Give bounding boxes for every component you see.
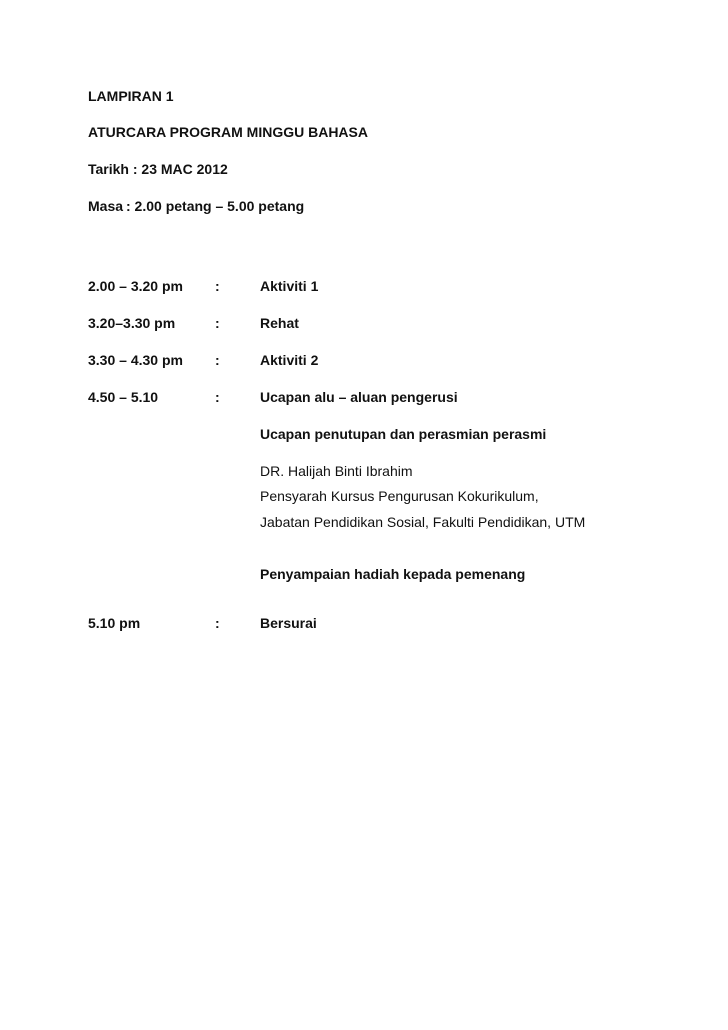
- speaker-name: DR. Halijah Binti Ibrahim: [260, 463, 413, 479]
- end-activity: Bersurai: [260, 615, 317, 631]
- closing-speech: Ucapan penutupan dan perasmian perasmi: [260, 426, 547, 442]
- schedule-separator: :: [215, 389, 220, 405]
- schedule-time: 2.00 – 3.20 pm: [88, 278, 183, 294]
- date-line: Tarikh : 23 MAC 2012: [88, 161, 228, 177]
- time-label: Masa: [88, 198, 124, 214]
- schedule-separator: :: [215, 278, 220, 294]
- prize-presentation: Penyampaian hadiah kepada pemenang: [260, 566, 526, 582]
- speaker-role: Pensyarah Kursus Pengurusan Kokurikulum,: [260, 488, 539, 504]
- appendix-label: LAMPIRAN 1: [88, 88, 174, 104]
- schedule-time: 3.30 – 4.30 pm: [88, 352, 183, 368]
- schedule-activity: Ucapan alu – aluan pengerusi: [260, 389, 458, 405]
- schedule-activity: Aktiviti 2: [260, 352, 319, 368]
- time-line: [88, 198, 304, 214]
- schedule-activity: Rehat: [260, 315, 299, 331]
- schedule-activity: Aktiviti 1: [260, 278, 319, 294]
- schedule-separator: :: [215, 315, 220, 331]
- program-title: ATURCARA PROGRAM MINGGU BAHASA: [88, 124, 368, 140]
- speaker-department: Jabatan Pendidikan Sosial, Fakulti Pendidikan, UTM: [260, 514, 586, 530]
- schedule-time: 4.50 – 5.10: [88, 389, 159, 405]
- end-time: 5.10 pm: [88, 615, 141, 631]
- end-separator: :: [215, 615, 220, 631]
- time-value: : 2.00 petang – 5.00 petang: [126, 198, 305, 214]
- schedule-time: 3.20–3.30 pm: [88, 315, 176, 331]
- schedule-separator: :: [215, 352, 220, 368]
